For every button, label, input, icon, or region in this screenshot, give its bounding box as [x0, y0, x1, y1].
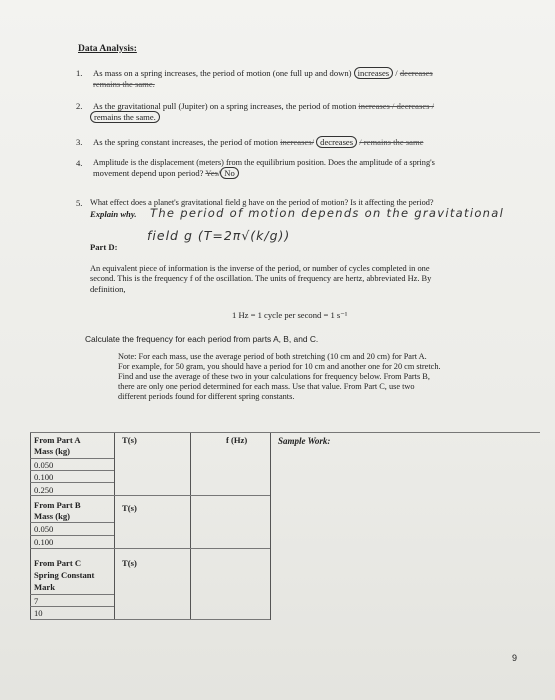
table-divider-frequency	[270, 432, 271, 620]
part-a-row-2-mass: 0.100	[34, 472, 54, 482]
q1-text: As mass on a spring increases, the period of motion (one full up and down) increases / decreases	[93, 68, 433, 78]
row-line	[30, 522, 114, 523]
part-b-mass-header: Mass (kg)	[34, 511, 71, 521]
part-a-row-1-mass: 0.050	[34, 460, 54, 470]
table-divider-mass	[114, 432, 115, 620]
table-border-top	[30, 432, 540, 433]
q5-handwritten-answer-line2: field g (T=2π√(k/g))	[147, 228, 291, 243]
row-line	[30, 606, 114, 607]
q3-number: 3.	[76, 137, 83, 147]
note-line2: For example, for 50 gram, you should have a period for 10 cm and another one for 20 cm stretch.	[118, 362, 441, 371]
q2-number: 2.	[76, 101, 83, 111]
q5-line1: What effect does a planet's gravitational field g have on the period of motion? Is it affecting the period?	[90, 198, 434, 207]
part-c-row-2-constant: 10	[34, 608, 43, 618]
q2-answer-circled: remains the same.	[90, 111, 160, 123]
part-d-para-line2: second. This is the frequency f of the oscillation. The units of frequency are hertz, abbreviated Hz. By	[90, 274, 432, 283]
q3-choice-struck-b: / remains the same	[359, 137, 424, 147]
frequency-table	[30, 432, 540, 620]
row-line	[30, 535, 114, 536]
q2-choice-struck: increases / decreases /	[358, 101, 435, 111]
q2-text	[93, 101, 434, 112]
part-d-heading: Part D:	[90, 242, 118, 252]
data-analysis-heading: Data Analysis:	[78, 44, 137, 54]
period-column-header: T(s)	[122, 435, 137, 445]
row-line	[30, 482, 114, 483]
frequency-column-header: f (Hz)	[226, 435, 248, 445]
q4-answer-circled: No	[220, 167, 239, 179]
part-a-mass-header: Mass (kg)	[34, 446, 71, 456]
part-b-period-header: T(s)	[122, 503, 137, 513]
row-line	[30, 594, 114, 595]
row-line	[30, 495, 270, 496]
part-c-row-1-constant: 7	[34, 596, 39, 606]
note-line5: different periods found for different spring constants.	[118, 392, 295, 401]
part-b-row-1-mass: 0.050	[34, 524, 54, 534]
row-line	[30, 470, 114, 471]
q2-answer-wrap	[90, 112, 160, 123]
q4-line2: movement depend upon period? Yes/ No	[93, 168, 239, 179]
part-a-header: From Part A	[34, 435, 81, 445]
part-a-row-3-mass: 0.250	[34, 485, 54, 495]
table-border-left	[30, 432, 31, 620]
q1-number: 1.	[76, 68, 83, 78]
page-number: 9	[512, 653, 518, 663]
q1-choice-line2: remains the same.	[93, 79, 155, 89]
sample-work-header: Sample Work:	[278, 436, 331, 446]
note-line4: there are only one period determined for each mass. Use that value. From Part C, use two	[118, 382, 415, 391]
q3-question: As the spring constant increases, the period of motion	[93, 137, 278, 147]
q1-question: As mass on a spring increases, the period of motion (one full up and down)	[93, 68, 352, 78]
note-line3: Find and use the average of these two in your calculations for frequency below. From Parts B,	[118, 372, 430, 381]
table-border-bottom	[30, 619, 270, 620]
row-line	[30, 458, 114, 459]
q1-answer-circled: increases	[354, 67, 394, 79]
q3-choice-struck-a: increases/	[280, 137, 315, 147]
q4-line1: Amplitude is the displacement (meters) from the equilibrium position. Does the amplitude of a spring's	[93, 158, 435, 167]
q5-number: 5.	[76, 198, 83, 208]
part-d-para-line1: An equivalent piece of information is the inverse of the period, or number of cycles completed in one	[90, 264, 430, 273]
q1-choice-struck: decreases	[399, 68, 433, 78]
q4-number: 4.	[76, 158, 83, 168]
row-line	[30, 548, 270, 549]
q2-question: As the gravitational pull (Jupiter) on a spring increases, the period of motion	[93, 101, 357, 111]
q3-answer-circled: decreases	[316, 136, 357, 148]
part-b-header: From Part B	[34, 500, 81, 510]
q5-handwritten-answer-line1: The period of motion depends on the gravitational	[150, 206, 505, 220]
note-line1: Note: For each mass, use the average period of both stretching (10 cm and 20 cm) for Part A.	[118, 352, 427, 361]
part-c-spring-constant-header: Spring Constant	[34, 570, 95, 580]
part-c-period-header: T(s)	[122, 558, 137, 568]
part-b-row-2-mass: 0.100	[34, 537, 54, 547]
q3-text	[93, 137, 423, 148]
q4-choice-struck: Yes	[205, 168, 218, 178]
part-c-mark-header: Mark	[34, 582, 56, 592]
calc-instruction: Calculate the frequency for each period from parts A, B, and C.	[85, 334, 319, 344]
table-divider-period	[190, 432, 191, 620]
q4-question: movement depend upon period?	[93, 168, 204, 178]
part-c-header: From Part C	[34, 558, 82, 568]
frequency-formula: 1 Hz = 1 cycle per second = 1 s⁻¹	[232, 310, 348, 320]
part-d-para-line3: definition,	[90, 284, 126, 294]
q5-explain-label: Explain why.	[90, 209, 137, 219]
